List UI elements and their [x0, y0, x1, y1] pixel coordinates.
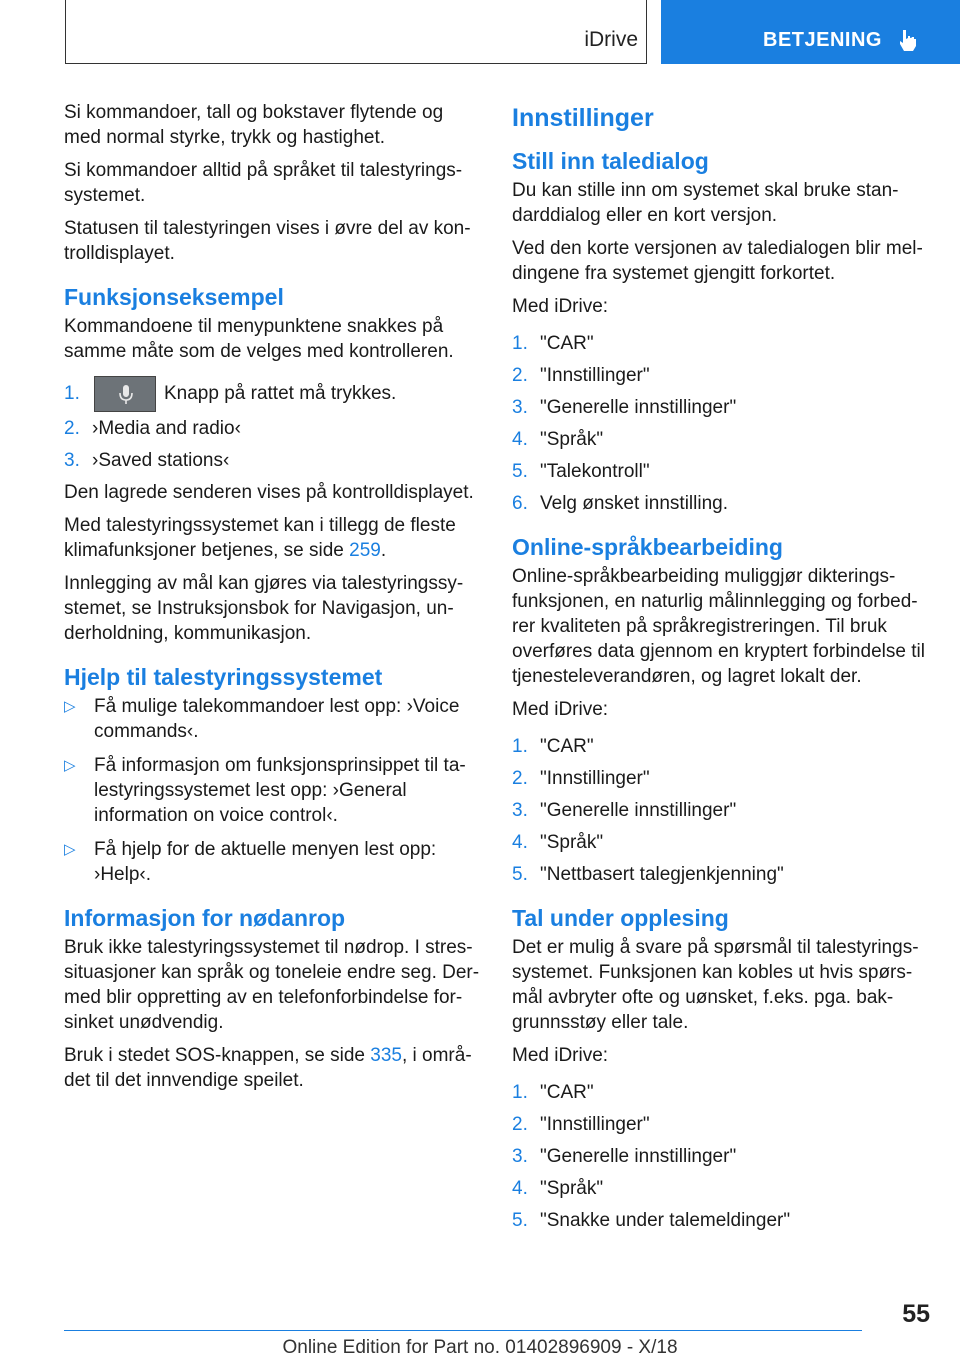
example-step-3 — [64, 448, 484, 473]
footer-divider — [64, 1330, 862, 1331]
emergency-paragraph-1: Bruk ikke talestyringssystemet til nødrop. I stres‐situasjoner kan språk og toneleie endre seg. Der‐med blir oppretting av en telefonforbindelse for‐sinket unødvendig. — [64, 937, 480, 1034]
dialog-idrive-label: Med iDrive: — [512, 296, 609, 317]
triangle-bullet-icon: ▷ — [64, 757, 76, 775]
step-number: 4. — [512, 429, 528, 450]
step-item — [512, 830, 932, 855]
footer-edition: Online Edition for Part no. 01402896909 - X/18 — [282, 1337, 678, 1358]
help-bullet-3 — [64, 837, 484, 887]
step-item — [512, 862, 932, 887]
text: . — [380, 540, 387, 562]
step-number: 1. — [512, 1082, 528, 1103]
step-text: "Innstillinger" — [540, 1114, 650, 1135]
header-frame — [65, 0, 647, 64]
step-item — [512, 734, 932, 759]
step-text: "CAR" — [540, 333, 594, 354]
emergency-paragraph-2 — [64, 1043, 484, 1093]
step-number: 5. — [512, 461, 528, 482]
step-number: 2. — [512, 768, 528, 789]
step-text: "Språk" — [540, 832, 604, 853]
example-step-1 — [64, 376, 484, 412]
step-item — [512, 363, 932, 388]
page-link-335[interactable]: 335 — [370, 1045, 402, 1067]
bullet-text: Få hjelp for de aktuelle menyen lest opp: ›Help‹. — [94, 839, 437, 886]
after-paragraph-2 — [64, 513, 484, 563]
triangle-bullet-icon: ▷ — [64, 841, 76, 859]
step-number: 5. — [512, 864, 528, 885]
step-text: "Generelle innstillinger" — [540, 1146, 737, 1167]
step-item — [512, 459, 932, 484]
step-text: "Snakke under talemeldinger" — [540, 1210, 791, 1231]
step-item — [512, 1208, 932, 1233]
after-paragraph-3: Innlegging av mål kan gjøres via talestyringssy‐stemet, se Instruksjonsbok for Navigasjon, un‐derholdning, kommunikasjon. — [64, 573, 464, 645]
step-item — [512, 1176, 932, 1201]
dialog-paragraph-1: Du kan stille inn om systemet skal bruke stan‐darddialog eller en kort versjon. — [512, 180, 899, 226]
step-text: ›Saved stations‹ — [92, 450, 230, 472]
intro-paragraph-3: Statusen til talestyringen vises i øvre del av kon‐trolldisplayet. — [64, 218, 471, 264]
online-steps — [512, 734, 932, 887]
triangle-bullet-icon: ▷ — [64, 698, 76, 716]
step-number: 4. — [512, 1178, 528, 1199]
step-item — [512, 331, 932, 356]
bullet-text: Få informasjon om funksjonsprinsippet til ta‐lestyringssystemet lest opp: ›General information on voice control‹. — [94, 755, 466, 827]
intro-paragraph-1: Si kommandoer, tall og bokstaver flytende og med normal styrke, trykk og hastighet. — [64, 102, 444, 148]
step-item — [512, 1112, 932, 1137]
step-text: Knapp på rattet må trykkes. — [164, 383, 397, 405]
step-number: 3. — [512, 397, 528, 418]
step-number: 2. — [512, 365, 528, 386]
step-item — [512, 395, 932, 420]
example-heading: Funksjonseksempel — [64, 284, 284, 310]
step-number: 3. — [512, 1146, 528, 1167]
step-number: 1. — [64, 383, 80, 404]
help-bullet-1 — [64, 694, 484, 744]
emergency-heading: Informasjon for nødanrop — [64, 905, 346, 932]
step-number: 2. — [64, 418, 80, 440]
step-text: "Generelle innstillinger" — [540, 397, 737, 418]
step-number: 2. — [512, 1114, 528, 1135]
step-item — [512, 427, 932, 452]
intro-paragraph-2: Si kommandoer alltid på språket til talestyrings‐systemet. — [64, 160, 463, 206]
step-text: "Talekontroll" — [540, 461, 650, 482]
step-text: "CAR" — [540, 1082, 594, 1103]
step-number: 1. — [512, 736, 528, 757]
step-item — [512, 491, 932, 516]
step-text: "Innstillinger" — [540, 365, 650, 386]
left-column — [64, 100, 484, 1101]
tal-paragraph: Det er mulig å svare på spørsmål til talestyrings‐systemet. Funksjonen kan kobles ut hvis spørs‐mål avbryter ofte og uønsket, f.eks. pga. bak‐grunnsstøy eller tale. — [512, 937, 919, 1033]
chapter-tab — [661, 0, 960, 64]
example-intro: Kommandoene til menypunktene snakkes på samme måte som de velges med kontrolleren. — [64, 316, 454, 362]
online-idrive-label: Med iDrive: — [512, 699, 609, 720]
bullet-text: Få mulige talekommandoer lest opp: ›Voice commands‹. — [94, 696, 460, 743]
step-number: 3. — [64, 450, 80, 472]
hand-pointer-icon — [897, 28, 919, 52]
settings-heading: Innstillinger — [512, 104, 654, 132]
page-number: 55 — [902, 1300, 930, 1328]
tal-heading: Tal under opplesing — [512, 905, 729, 931]
step-item — [512, 766, 932, 791]
step-number: 3. — [512, 800, 528, 821]
step-text: "Nettbasert talegjenkjenning" — [540, 864, 784, 885]
tal-idrive-label: Med iDrive: — [512, 1045, 609, 1066]
step-item — [512, 1080, 932, 1105]
microphone-button-image — [94, 376, 156, 412]
step-number: 6. — [512, 493, 528, 514]
online-paragraph: Online-språkbearbeiding muliggjør dikterings‐funksjonen, en naturlig målinnlegging og forbed‐rer kvaliteten på språkregistreringen. Til bruk overføres data gjennom en kryptert forbindelse til tjenesteleverandøren, og lagret lokalt der. — [512, 566, 925, 687]
page-link-259[interactable]: 259 — [349, 540, 381, 562]
chapter-tab-label: BETJENING — [763, 29, 882, 51]
step-text: "Generelle innstillinger" — [540, 800, 737, 821]
step-item — [512, 1144, 932, 1169]
after-paragraph-1: Den lagrede senderen vises på kontrolldisplayet. — [64, 482, 474, 504]
step-item — [512, 798, 932, 823]
online-heading: Online-språkbearbeiding — [512, 534, 783, 560]
dialog-heading: Still inn taledialog — [512, 148, 709, 174]
step-text: "CAR" — [540, 736, 594, 757]
step-number: 5. — [512, 1210, 528, 1231]
right-column — [512, 100, 932, 1240]
text: , i områ‐det til det innvendige speilet. — [64, 1045, 472, 1092]
step-text: "Språk" — [540, 1178, 604, 1199]
step-text: "Innstillinger" — [540, 768, 650, 789]
help-heading: Hjelp til talestyringssystemet — [64, 664, 383, 691]
example-step-2 — [64, 416, 484, 441]
step-text: ›Media and radio‹ — [92, 418, 241, 440]
dialog-paragraph-2: Ved den korte versjonen av taledialogen blir mel‐dingene fra systemet gjengitt forkortet. — [512, 238, 923, 284]
dialog-steps — [512, 331, 932, 516]
step-text: Velg ønsket innstilling. — [540, 493, 728, 514]
text: Bruk i stedet SOS-knappen, se side — [64, 1045, 371, 1067]
help-bullet-2 — [64, 753, 484, 828]
step-number: 1. — [512, 333, 528, 354]
text: Med talestyringssystemet kan i tillegg de fleste klimafunksjoner betjenes, se side — [64, 515, 456, 562]
tal-steps — [512, 1080, 932, 1233]
section-title: iDrive — [584, 28, 638, 51]
step-text: "Språk" — [540, 429, 604, 450]
microphone-icon — [119, 385, 133, 405]
step-number: 4. — [512, 832, 528, 853]
